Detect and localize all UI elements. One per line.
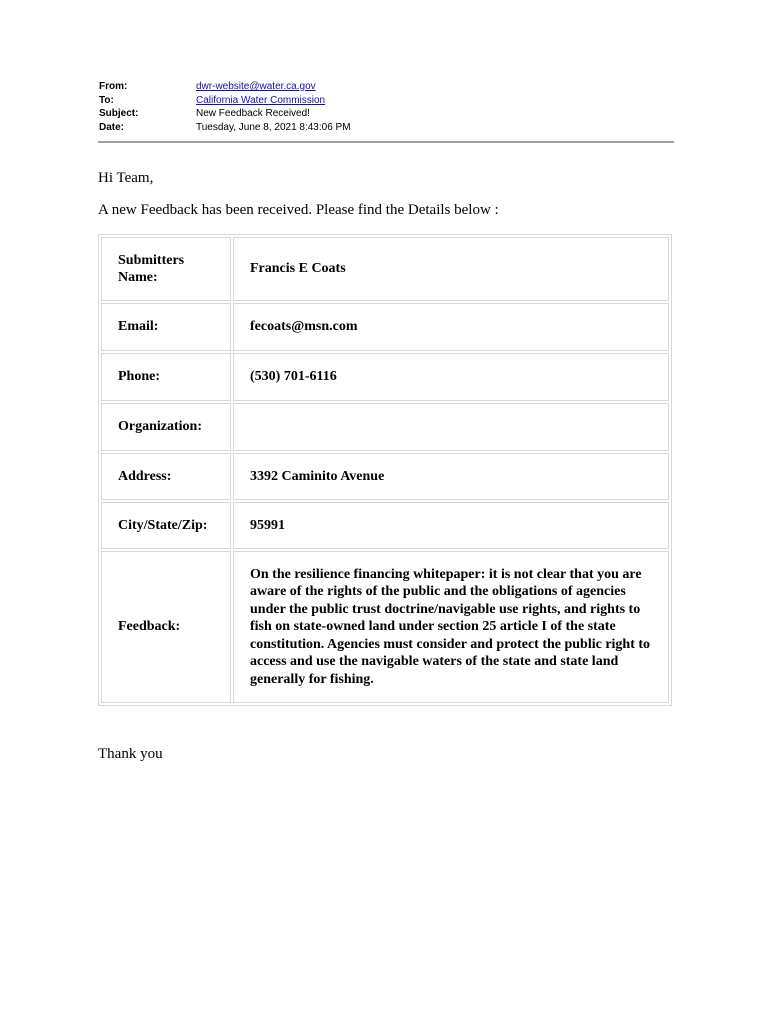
table-row <box>101 502 669 549</box>
table-row <box>101 453 669 500</box>
date-value: Tuesday, June 8, 2021 8:43:06 PM <box>196 121 351 133</box>
feedback-value: On the resilience financing whitepaper: it is not clear that you are aware of the rights of the public and the obligations of agencies under the public trust doctrine/navigable use rights, and rights to fish on state-owned land under section 25 article I of the state constitution. Agencies must consider and protect the public right to access and use the navigable waters of the state and state land generally for fishing. <box>233 551 669 703</box>
subject-row <box>99 107 674 121</box>
date-row <box>99 121 674 135</box>
table-row <box>101 353 669 401</box>
from-label: From: <box>99 81 128 92</box>
subject-label: Subject: <box>99 108 139 119</box>
email-label: Email: <box>101 303 231 351</box>
address-label: Address: <box>101 453 231 500</box>
email-value: fecoats@msn.com <box>233 303 669 351</box>
date-label: Date: <box>99 121 125 133</box>
details-table <box>98 234 672 706</box>
greeting: Hi Team, <box>98 170 154 186</box>
to-label: To: <box>99 94 114 106</box>
table-row <box>101 237 669 301</box>
table-row <box>101 303 669 351</box>
organization-value <box>233 403 669 451</box>
email-header <box>99 80 674 134</box>
name-value: Francis E Coats <box>233 237 669 301</box>
to-link[interactable]: California Water Commission <box>196 94 326 106</box>
subject-value: New Feedback Received! <box>196 108 310 119</box>
intro-text: A new Feedback has been received. Please find the Details below : <box>98 202 499 218</box>
table-row <box>101 403 669 451</box>
address-value: 3392 Caminito Avenue <box>233 453 669 500</box>
name-label: Submitters Name: <box>101 237 231 301</box>
organization-label: Organization: <box>101 403 231 451</box>
closing-text: Thank you <box>98 746 163 762</box>
from-row <box>99 80 674 94</box>
phone-value: (530) 701-6116 <box>233 353 669 401</box>
from-link[interactable]: dwr-website@water.ca.gov <box>196 81 316 92</box>
city-state-zip-label: City/State/Zip: <box>101 502 231 549</box>
table-row <box>101 551 669 703</box>
phone-label: Phone: <box>101 353 231 401</box>
city-state-zip-value: 95991 <box>233 502 669 549</box>
to-row <box>99 94 674 108</box>
header-divider <box>98 141 674 143</box>
feedback-label: Feedback: <box>101 551 231 703</box>
